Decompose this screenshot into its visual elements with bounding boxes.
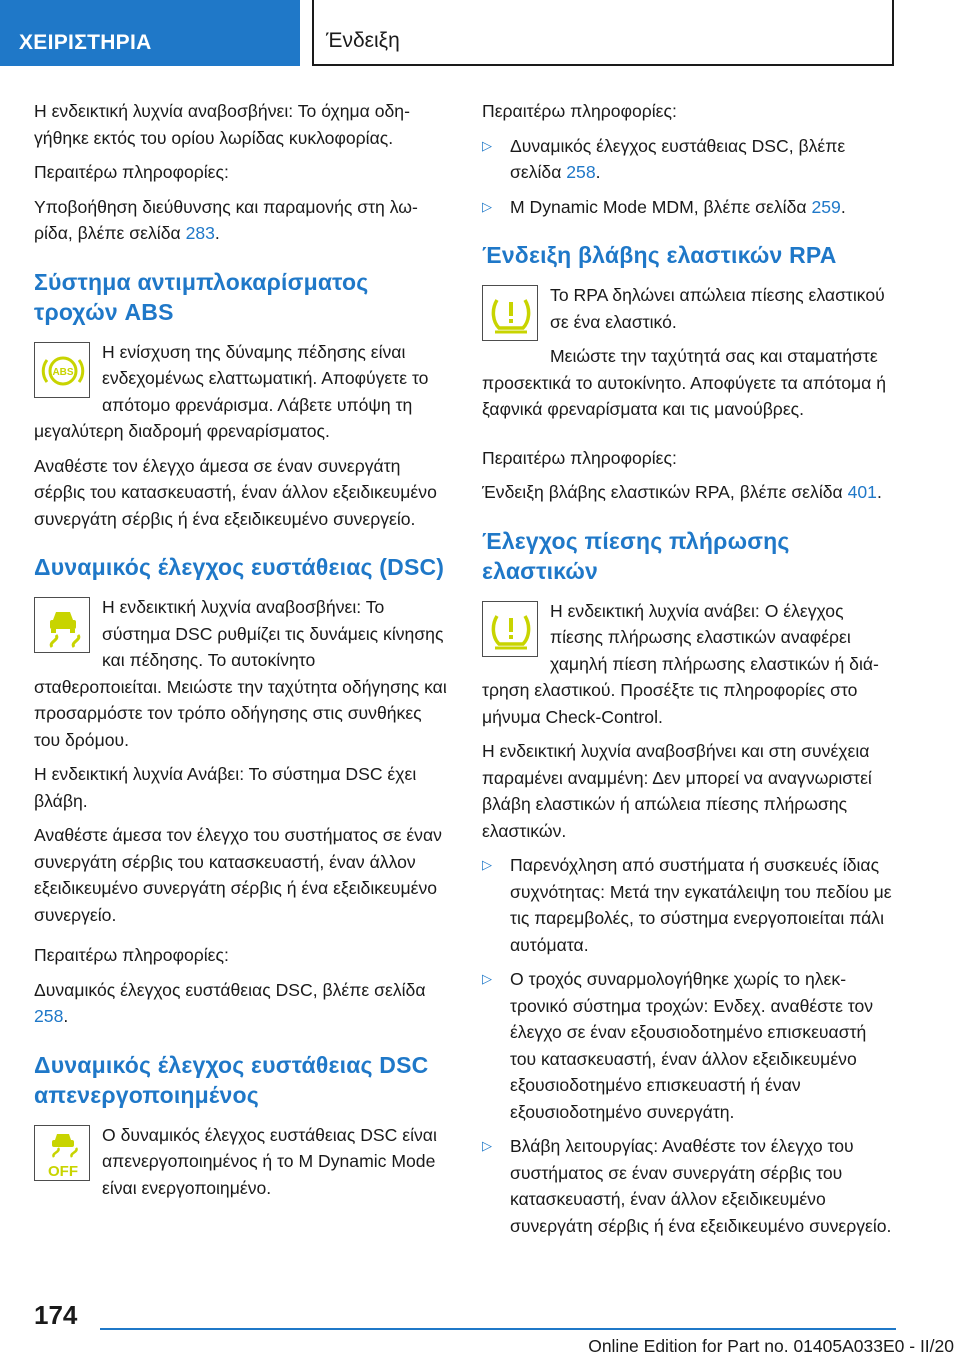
paragraph: Περαιτέρω πληροφορίες: bbox=[34, 162, 229, 182]
topic-header: Ένδειξη bbox=[312, 0, 894, 66]
heading-rpa: Ένδειξη βλάβης ελαστικών RPA bbox=[482, 242, 837, 268]
footer-divider bbox=[100, 1328, 896, 1330]
paragraph: Περαιτέρω πληροφορίες: bbox=[34, 945, 229, 965]
bullet-triangle-icon: ▷ bbox=[482, 1138, 492, 1153]
heading-abs: Σύστημα αντιμπλοκαρίσματος τροχών ABS bbox=[34, 268, 369, 325]
abs-section bbox=[34, 339, 448, 453]
paragraph: Δυναμικός έλεγχος ευστάθειας DSC, βλέπε σελίδα 258. bbox=[34, 979, 426, 1026]
dsc-off-section bbox=[34, 1122, 448, 1210]
tire-pressure-icon bbox=[482, 601, 538, 657]
dsc-off-icon bbox=[34, 1125, 90, 1181]
dsc-skid-icon bbox=[34, 597, 90, 653]
page-link[interactable]: 283 bbox=[185, 223, 215, 243]
dsc-section bbox=[34, 594, 448, 761]
right-column bbox=[482, 98, 896, 1247]
edition-footer: Online Edition for Part no. 01405A033E0 - II/20 bbox=[588, 1336, 954, 1356]
page-number: 174 bbox=[34, 1300, 78, 1330]
paragraph: Αναθέστε άμεσα τον έλεγχο του συστήματος σε έναν συνεργάτη σέρβις του κατασκευαστή, έναν άλλον εξειδικευμένο συνεργάτη σέρβις ή ένα εξειδικευμένο συνεργείο. bbox=[34, 825, 442, 925]
paragraph: Η ενδεικτική λυχνία αναβοσβήνει: Το όχημα οδηγήθηκε εκτός του ορίου λωρίδας κυκλοφορίας. bbox=[34, 101, 410, 148]
left-column bbox=[34, 98, 448, 1209]
bullet-list bbox=[482, 133, 896, 221]
svg-text:ABS: ABS bbox=[52, 366, 74, 378]
paragraph: Η ενδεικτική λυχνία Ανάβει: Το σύστημα DSC έχει βλάβη. bbox=[34, 764, 417, 811]
paragraph: Μειώστε την ταχύτητά σας και σταματήστε προσεκτικά το αυτοκίνητο. Αποφύγετε τα απότομα ή ξαφνικά φρεναρίσματα και τις μανούβρες. bbox=[482, 346, 886, 419]
list-item: ▷ Βλάβη λειτουργίας: Αναθέστε τον έλεγχο του συστήματος σε έναν συνεργάτη σέρβις του κατασκευαστή, έναν άλλον εξειδικευμένο συνεργάτη σέρβις ή ένα εξειδικευμένο συνεργείο. bbox=[482, 1133, 896, 1239]
heading-dsc: Δυναμικός έλεγχος ευστάθειας (DSC) bbox=[34, 554, 445, 580]
list-item: ▷ Παρενόχληση από συστήματα ή συσκευές ίδιας συχνότητας: Μετά την εγκατάλειψη του πεδίου με τις παρεμβολές, το σύστημα ενεργοποιείται πάλι αυτόματα. bbox=[482, 852, 896, 958]
section-tab: ΧΕΙΡΙΣΤΗΡΙΑ bbox=[0, 0, 300, 66]
heading-dsc-off: Δυναμικός έλεγχος ευστάθειας DSC απενεργοποιημένος bbox=[34, 1051, 429, 1108]
tire-warning-icon bbox=[482, 285, 538, 341]
page-link[interactable]: 258 bbox=[566, 162, 596, 182]
bullet-list bbox=[482, 852, 896, 1239]
list-item: ▷ Ο τροχός συναρμολογήθηκε χωρίς το ηλεκτρονικό σύστημα τροχών: Ενδεχ. αναθέστε τον έλεγχο σε έναν εξουσιοδοτημένο επισκευαστή του κατασκευαστή, έναν άλλον εξειδικευμένο εξουσιοδοτημένο επισκευαστή ή έναν εξουσιοδοτημένο συνεργάτη. bbox=[482, 966, 896, 1125]
list-item: ▷ M Dynamic Mode MDM, βλέπε σελίδα 259. bbox=[482, 194, 896, 221]
bullet-triangle-icon: ▷ bbox=[482, 857, 492, 872]
svg-text:OFF: OFF bbox=[48, 1162, 78, 1180]
list-item: ▷ Δυναμικός έλεγχος ευστάθειας DSC, βλέπε σελίδα 258. bbox=[482, 133, 896, 186]
bullet-triangle-icon: ▷ bbox=[482, 971, 492, 986]
tpm-section bbox=[482, 598, 896, 739]
paragraph: Η ενδεικτική λυχνία αναβοσβήνει: Το σύστημα DSC ρυθμίζει τις δυνάμεις κίνησης και πέδησης. Το αυτοκίνητο σταθεροποιείται. Μειώστε την ταχύτητα οδήγησης και προσαρμόστε τον τρόπο οδήγησης στις συνθήκες του δρόμου. bbox=[34, 597, 447, 750]
heading-tpm: Έλεγχος πίεσης πλήρωσης ελαστικών bbox=[482, 527, 790, 584]
bullet-triangle-icon: ▷ bbox=[482, 198, 492, 214]
rpa-section bbox=[482, 282, 896, 431]
paragraph: Η ενίσχυση της δύναμης πέδησης είναι ενδεχομένως ελαττωματική. Αποφύγετε το απότομο φρενάρισμα. Λάβετε υπόψη τη μεγαλύτερη διαδρομή φρεναρίσματος. bbox=[34, 341, 429, 441]
paragraph: Ένδειξη βλάβης ελαστικών RPA, βλέπε σελίδα 401. bbox=[482, 482, 882, 502]
paragraph: Αναθέστε τον έλεγχο άμεσα σε έναν συνεργάτη σέρβις του κατασκευαστή, έναν άλλον εξειδικευμένο συνεργάτη σέρβις ή ένα εξειδικευμένο συνεργείο. bbox=[34, 455, 437, 529]
paragraph: Η ενδεικτική λυχνία αναβοσβήνει και στη συνέχεια παραμένει αναμμένη: Δεν μπορεί να αναγνωριστεί βλάβη ελαστικών ή απώλεια πίεσης πλήρωσης ελαστικών. bbox=[482, 741, 872, 841]
bullet-triangle-icon: ▷ bbox=[482, 137, 492, 153]
paragraph: Υποβοήθηση διεύθυνσης και παραμονής στη λωρίδα, βλέπε σελίδα 283. bbox=[34, 196, 418, 243]
paragraph: Το RPA δηλώνει απώλεια πίεσης ελαστικού σε ένα ελαστικό. bbox=[550, 285, 885, 332]
page-link[interactable]: 258 bbox=[34, 1006, 64, 1026]
paragraph: Περαιτέρω πληροφορίες: bbox=[482, 447, 677, 468]
abs-warning-icon bbox=[34, 342, 90, 398]
paragraph: Ο δυναμικός έλεγχος ευστάθειας DSC είναι απενεργοποιημένος ή το M Dynamic Mode είναι ενεργοποιημένο. bbox=[102, 1124, 437, 1198]
paragraph: Η ενδεικτική λυχνία ανάβει: Ο έλεγχος πίεσης πλήρωσης ελαστικών αναφέρει χαμηλή πίεση πλήρωσης ελαστικών ή διάτρηση ελαστικού. Προσέξτε τις πληροφορίες στο μήνυμα Check-Control. bbox=[482, 600, 879, 727]
page-link[interactable]: 259 bbox=[811, 196, 841, 217]
paragraph: Περαιτέρω πληροφορίες: bbox=[482, 101, 677, 121]
page-link[interactable]: 401 bbox=[847, 482, 877, 502]
